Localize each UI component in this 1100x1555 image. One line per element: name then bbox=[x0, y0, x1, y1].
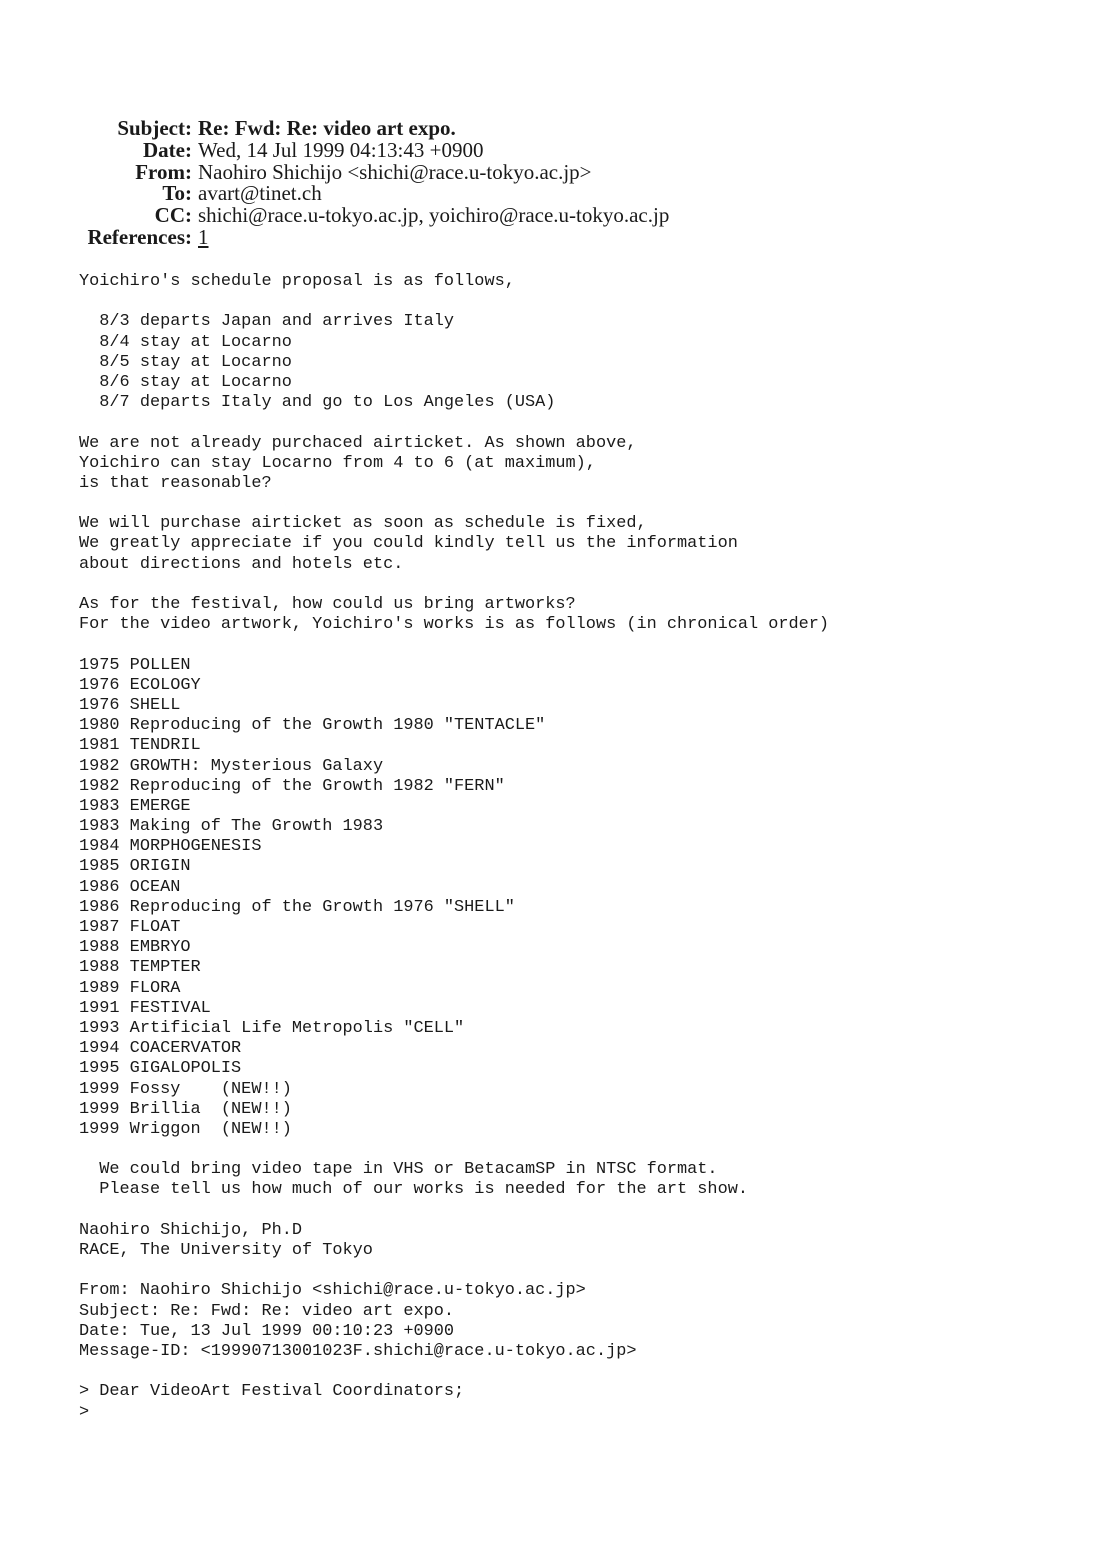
body-line bbox=[79, 494, 829, 514]
subject-label: Subject: bbox=[117, 116, 192, 140]
references-link[interactable]: 1 bbox=[198, 224, 209, 249]
header-subject-row bbox=[0, 118, 1100, 140]
body-line: Yoichiro's schedule proposal is as follows, bbox=[79, 272, 515, 291]
body-line: 1983 Making of The Growth 1983 bbox=[79, 817, 384, 837]
date-label: Date: bbox=[143, 137, 192, 162]
body-line: 1994 COACERVATOR bbox=[79, 1039, 242, 1059]
body-line: Message-ID: <19990713001023F.shichi@race.u-tokyo.ac.jp> bbox=[79, 1341, 637, 1361]
body-line: 1993 Artificial Life Metropolis "CELL" bbox=[79, 1018, 465, 1038]
body-line: 1995 GIGALOPOLIS bbox=[79, 1059, 242, 1079]
from-value: Naohiro Shichijo <shichi@race.u-tokyo.ac.jp> bbox=[198, 159, 592, 184]
body-line bbox=[79, 292, 829, 312]
body-line: 1981 TENDRIL bbox=[79, 736, 201, 756]
email-header bbox=[0, 118, 1100, 249]
body-line: Please tell us how much of our works is needed for the art show. bbox=[79, 1180, 748, 1200]
references-label: References: bbox=[87, 224, 192, 249]
body-line: We greatly appreciate if you could kindly tell us the information bbox=[79, 534, 738, 554]
body-line: 1988 TEMPTER bbox=[79, 958, 201, 978]
body-line bbox=[79, 1201, 829, 1221]
body-line: 1980 Reproducing of the Growth 1980 "TENTACLE" bbox=[79, 716, 546, 736]
body-line: 1985 ORIGIN bbox=[79, 857, 191, 877]
body-line: 1976 ECOLOGY bbox=[79, 675, 201, 695]
body-line: 1989 FLORA bbox=[79, 978, 181, 998]
body-line bbox=[79, 1362, 829, 1382]
body-line: As for the festival, how could us bring artworks? bbox=[79, 595, 576, 614]
to-label: To: bbox=[162, 181, 192, 206]
body-line bbox=[79, 1140, 829, 1160]
body-line: about directions and hotels etc. bbox=[79, 554, 404, 574]
body-line: 8/5 stay at Locarno bbox=[79, 352, 292, 372]
body-line: 1999 Fossy (NEW!!) bbox=[79, 1079, 292, 1099]
body-line: 1982 GROWTH: Mysterious Galaxy bbox=[79, 756, 384, 776]
header-from-row bbox=[0, 159, 1100, 184]
body-line bbox=[79, 575, 829, 595]
body-line: is that reasonable? bbox=[79, 473, 272, 493]
body-line: Yoichiro can stay Locarno from 4 to 6 (at maximum), bbox=[79, 453, 596, 473]
body-line: We are not already purchaced airticket. As shown above, bbox=[79, 433, 637, 453]
body-line: 1975 POLLEN bbox=[79, 655, 191, 675]
header-references-row bbox=[0, 224, 1100, 249]
body-line: 8/7 departs Italy and go to Los Angeles (USA) bbox=[79, 393, 556, 413]
body-line: > bbox=[79, 1402, 90, 1422]
body-line: RACE, The University of Tokyo bbox=[79, 1241, 373, 1260]
from-label: From: bbox=[135, 159, 192, 184]
body-line bbox=[79, 1261, 829, 1281]
body-line: We will purchase airticket as soon as schedule is fixed, bbox=[79, 514, 647, 534]
body-line bbox=[79, 635, 829, 655]
body-line: We could bring video tape in VHS or BetacamSP in NTSC format. bbox=[79, 1160, 718, 1180]
body-line: 8/4 stay at Locarno bbox=[79, 332, 292, 352]
body-line: > Dear VideoArt Festival Coordinators; bbox=[79, 1382, 465, 1402]
body-line: Subject: Re: Fwd: Re: video art expo. bbox=[79, 1301, 455, 1321]
body-line: 1983 EMERGE bbox=[79, 796, 191, 816]
body-line: 8/3 departs Japan and arrives Italy bbox=[79, 312, 455, 332]
body-line: 8/6 stay at Locarno bbox=[79, 372, 292, 392]
body-line: For the video artwork, Yoichiro's works is as follows (in chronical order) bbox=[79, 615, 830, 635]
body-line: 1999 Brillia (NEW!!) bbox=[79, 1099, 292, 1119]
body-line: 1988 EMBRYO bbox=[79, 938, 191, 958]
date-value: Wed, 14 Jul 1999 04:13:43 +0900 bbox=[198, 137, 484, 162]
email-body bbox=[79, 272, 829, 1423]
header-date-row bbox=[0, 137, 1100, 162]
subject-value: Re: Fwd: Re: video art expo. bbox=[198, 116, 456, 140]
cc-label: CC: bbox=[154, 203, 192, 228]
body-line: 1999 Wriggon (NEW!!) bbox=[79, 1119, 292, 1139]
body-line: 1986 Reproducing of the Growth 1976 "SHELL" bbox=[79, 897, 515, 917]
body-line: 1982 Reproducing of the Growth 1982 "FERN" bbox=[79, 776, 505, 796]
body-line: 1984 MORPHOGENESIS bbox=[79, 837, 262, 857]
body-line: 1991 FESTIVAL bbox=[79, 998, 211, 1018]
to-value: avart@tinet.ch bbox=[198, 181, 322, 206]
header-cc-row bbox=[0, 205, 1100, 227]
body-line: 1987 FLOAT bbox=[79, 918, 181, 937]
body-line: From: Naohiro Shichijo <shichi@race.u-tokyo.ac.jp> bbox=[79, 1281, 586, 1301]
body-line: Date: Tue, 13 Jul 1999 00:10:23 +0900 bbox=[79, 1321, 455, 1341]
header-to-row bbox=[0, 183, 1100, 205]
body-line bbox=[79, 413, 829, 433]
body-line: 1976 SHELL bbox=[79, 695, 181, 715]
body-line: Naohiro Shichijo, Ph.D bbox=[79, 1220, 302, 1240]
body-line: 1986 OCEAN bbox=[79, 877, 181, 897]
cc-value: shichi@race.u-tokyo.ac.jp, yoichiro@race.u-tokyo.ac.jp bbox=[198, 203, 670, 228]
